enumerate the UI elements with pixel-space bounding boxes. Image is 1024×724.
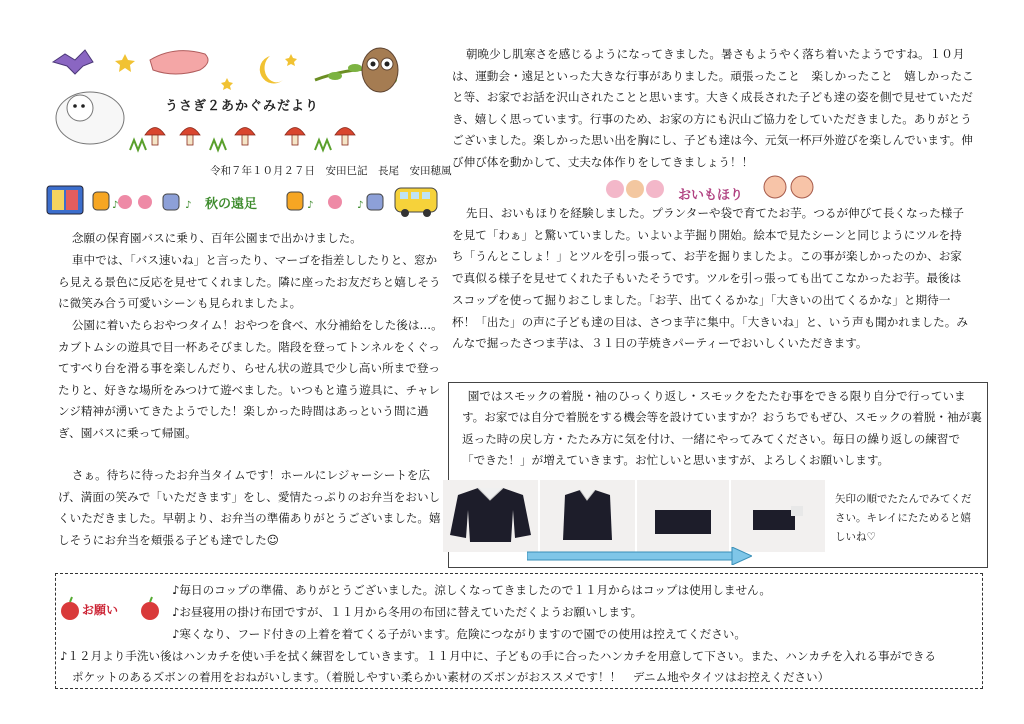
smock-photo-1 — [443, 480, 538, 552]
excursion-paragraph-3: 公園に着いたらおやつタイム！おやつを食べ、水分補給をした後は…。カブトムシの遊具で目一杯あそびました。階段を登ってトンネルをくぐってすべり台を滑る事を楽しんだり、らせん状の遊具で少し高い所まで登ったりと、好きな場所をみつけて遊べました。いつもと違う遊具に、チャレンジ精神が湧いてきたようでした！楽しかった時間はあっという間に過ぎ、園バスに乗って帰園。 — [58, 318, 443, 440]
kids-illustration — [603, 175, 673, 203]
newsletter-title: うさぎ２あかぐみだより — [165, 99, 320, 114]
svg-text:♪: ♪ — [112, 200, 119, 211]
backpack-icon — [287, 192, 383, 210]
sweet-potato-kids-icon — [760, 172, 820, 202]
smock-photo-3 — [637, 480, 729, 552]
request-item: ♪寒くなり、フード付きの上着を着てくる子がいます。危険につながりますので園での使用は控えてください。 — [172, 627, 746, 641]
sheep-icon — [56, 92, 124, 144]
owl-icon — [362, 48, 398, 92]
smock-photo-4 — [731, 480, 825, 552]
request-item: ♪毎日のコップの準備、ありがとうございました。涼しくなってきましたので１１月からはコップは使用しません。 — [172, 583, 771, 597]
imo-title: おいもほり — [678, 188, 744, 203]
excursion-title: 秋の遠足 — [205, 197, 258, 212]
backpack-icon — [93, 192, 179, 210]
lunchbox-icon — [47, 186, 83, 214]
bat-icon — [53, 50, 93, 74]
intro-paragraph: 朝晩少し肌寒さを感じるようになってきました。暑さもようやく落ち着いたようですね。１０月は、運動会・遠足といった大きな行事がありました。頑張ったこと 楽しかったこと 嬉しかったこと等、お家でお話を沢山されたことと思います。大きく成長された子ども達の姿を側で見せていただき、嬉しく思っています。行事のため、お家の方にも沢山ご協力をしていただきました。ありがとうございました。楽しかった思い出を胸にし、子ども達は今、元気一杯戸外遊びを楽しんでいます。伸び伸び体を動かして、丈夫な体作りをしてきましょう！！ — [452, 47, 974, 169]
imo-paragraph: 先日、おいもほりを経験しました。プランターや袋で育てたお芋。つるが伸びて長くなった様子を見て「わぁ」と驚いていました。いよいよ芋掘り開始。絵本で見たシーンと同じようにツルを持ち「うんとこしょ！」とツルを引っ張って、お芋を掘りましたよ。この事が楽しかったのか、お家で真似る様子を見せてくれた子もいたそうです。ツルを引っ張っても出てこなかったお芋。最後はスコップを使って掘りおこしました。「お芋、出てくるかな」「大きいの出てくるかな」と期待一杯！「出た」の声に子ども達の目は、さつま芋に集中。「大きいね」と、いう声も聞かれました。みんなで掘ったさつま芋は、３１日の芋焼きパーティーでおいしくいただきます。 — [452, 206, 968, 351]
svg-text:♪: ♪ — [185, 200, 192, 211]
requests-label: お願い — [82, 603, 119, 617]
moon-icon — [260, 56, 283, 83]
smock-photo-2 — [540, 480, 635, 552]
request-item: ポケットのあるズボンの着用をおねがいします。（着脱しやすい柔らかい素材のズボンがおススメです！！ デニム地やタイツはお控えください） — [72, 670, 830, 684]
fold-order-arrow — [527, 547, 752, 565]
school-bus-icon — [395, 188, 437, 217]
grass-icon — [130, 140, 331, 150]
request-item: ♪お昼寝用の掛け布団ですが、１１月から冬用の布団に替えていただくようお願いします。 — [172, 605, 643, 619]
request-item: ♪１２月より手洗い後はハンカチを使い手を拭く練習をしていきます。１１月中に、子どもの手に合ったハンカチを用意して下さい。また、ハンカチを入れる事ができる — [60, 649, 937, 663]
dateline: 令和７年１０月２７日 安田巳記 長尾 安田穂風 — [210, 165, 452, 177]
fold-caption: 矢印の順でたたんでみてください。キレイにたためると嬉しいね♡ — [835, 493, 972, 543]
flying-squirrel-icon — [150, 51, 208, 74]
svg-text:♪: ♪ — [357, 200, 364, 211]
smock-paragraph: 園ではスモックの着脱・袖のひっくり返し・スモックをたたむ事をできる限り自分で行っています。お家では自分で着脱をする機会等を設けていますか？おうちでもぜひ、スモックの着脱・袖が裏返った時の戻し方・たたみ方に気を付け、一緒にやってみてください。毎日の繰り返しの練習で「できた！」が増えていきます。お忙しいと思いますが、よろしくお願いします。 — [462, 389, 982, 467]
svg-text:♪: ♪ — [307, 200, 314, 211]
excursion-paragraph-2: 車中では、「バス速いね」と言ったり、マーゴを指差ししたりと、窓から見える景色に反応を見せてくれました。隣に座ったお友だちと嬉しそうに微笑み合う可愛いシーンも見られましたよ。 — [58, 253, 441, 310]
mushroom-icon — [145, 128, 355, 146]
excursion-paragraph-1: 念願の保育園バスに乗り、百年公園まで出かけました。 — [71, 231, 362, 245]
excursion-paragraph-4: さぁ。待ちに待ったお弁当タイムです！ホールにレジャーシートを広げ、満面の笑みで「いただきます」をし、愛情たっぷりのお弁当をおいしくいただきました。早朝より、お弁当の準備ありがとうございました。嬉しそうにお弁当を頬張る子ども達でした☺ — [58, 468, 441, 547]
